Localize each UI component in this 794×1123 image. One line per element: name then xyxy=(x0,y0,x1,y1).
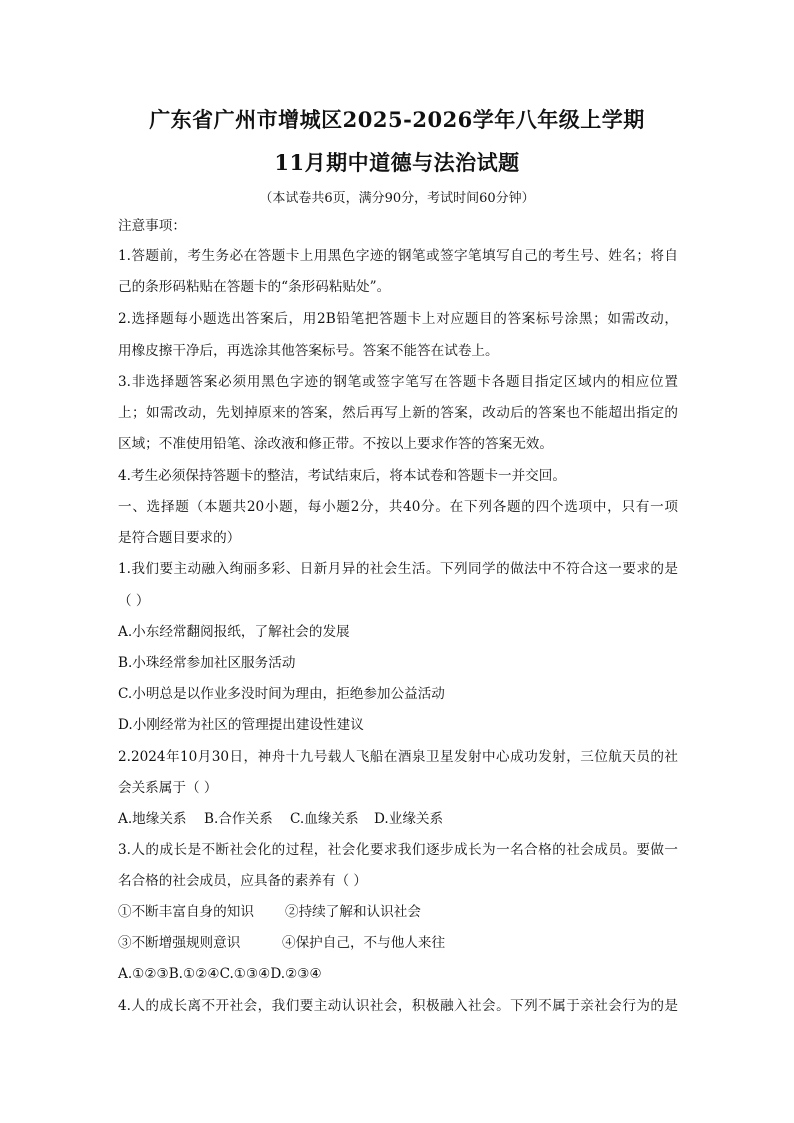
question-3-statement-3: ③不断增强规则意识 xyxy=(118,935,241,951)
exam-title-line2: 11月期中道德与法治试题 xyxy=(274,150,520,175)
question-1-option-b: B.小珠经常参加社区服务活动 xyxy=(118,655,296,671)
question-3-statements-row-2 xyxy=(118,933,678,953)
section1-heading-line-1: 一、选择题（本题共20小题，每小题2分，共40分。在下列各题的四个选项中，只有一项 xyxy=(118,499,678,515)
question-2-option-a: A.地缘关系 xyxy=(118,811,187,827)
question-1-stem-line-1: 1.我们要主动融入绚丽多彩、日新月异的社会生活。下列同学的做法中不符合这一要求的是 xyxy=(118,561,678,577)
notice-item-3-line-1: 3.非选择题答案必须用黑色字迹的钢笔或签字笔写在答题卡各题目指定区域内的相应位置 xyxy=(118,374,678,390)
question-3-stem-line-1: 3.人的成长是不断社会化的过程，社会化要求我们逐步成长为一名合格的社会成员。要做一 xyxy=(118,842,678,858)
question-1-option-a: A.小东经常翻阅报纸，了解社会的发展 xyxy=(118,624,350,640)
notice-item-2-line-1: 2.选择题每小题选出答案后，用2B铅笔把答题卡上对应题目的答案标号涂黑；如需改动， xyxy=(118,311,678,327)
question-1-option-c: C.小明总是以作业多没时间为理由，拒绝参加公益活动 xyxy=(118,686,445,702)
notice-item-1-line-2: 己的条形码粘贴在答题卡的“条形码粘贴处”。 xyxy=(118,279,391,295)
question-2-stem-line-1: 2.2024年10月30日，神舟十九号载人飞船在酒泉卫星发射中心成功发射，三位航天员的社 xyxy=(118,749,678,765)
exam-subtitle: （本试卷共6页，满分90分，考试时间60分钟） xyxy=(259,191,535,206)
question-2-stem-line-2: 会关系属于（ ） xyxy=(118,780,218,796)
question-3-statements-row-1 xyxy=(118,902,678,922)
question-2-option-d: D.业缘关系 xyxy=(374,811,444,827)
exam-title-line1: 广东省广州市增城区2025-2026学年八年级上学期 xyxy=(149,107,645,132)
notice-item-3-line-3: 区域；不准使用铅笔、涂改液和修正带。不按以上要求作答的答案无效。 xyxy=(118,436,553,452)
question-2-options xyxy=(118,809,678,829)
question-2-option-c: C.血缘关系 xyxy=(290,811,359,827)
question-4-stem-line-1: 4.人的成长离不开社会，我们要主动认识社会，积极融入社会。下列不属于亲社会行为的是 xyxy=(118,998,678,1014)
section1-heading-line-2: 是符合题目要求的） xyxy=(118,530,241,546)
notice-item-4: 4.考生必须保持答题卡的整洁，考试结束后，将本试卷和答题卡一并交回。 xyxy=(118,468,566,484)
notice-item-1-line-1: 1.答题前，考生务必在答题卡上用黑色字迹的钢笔或签字笔填写自己的考生号、姓名；将自 xyxy=(118,248,678,264)
question-3-stem-line-2: 名合格的社会成员，应具备的素养有（ ） xyxy=(118,873,368,889)
question-2-option-b: B.合作关系 xyxy=(204,811,273,827)
notice-item-2-line-2: 用橡皮擦干净后，再选涂其他答案标号。答案不能答在试卷上。 xyxy=(118,343,499,359)
question-3-statement-2: ②持续了解和认识社会 xyxy=(285,904,421,920)
notice-heading: 注意事项： xyxy=(118,218,186,234)
question-1-option-d: D.小刚经常为社区的管理提出建设性建议 xyxy=(118,717,364,733)
question-1-stem-line-2: （ ） xyxy=(118,593,150,609)
question-3-options: A.①②③B.①②④C.①③④D.②③④ xyxy=(118,966,322,982)
notice-item-3-line-2: 上；如需改动，先划掉原来的答案，然后再写上新的答案，改动后的答案也不能超出指定的 xyxy=(118,405,678,421)
question-3-statement-4: ④保护自己，不与他人来往 xyxy=(282,935,446,951)
question-3-statement-1: ①不断丰富自身的知识 xyxy=(118,904,254,920)
